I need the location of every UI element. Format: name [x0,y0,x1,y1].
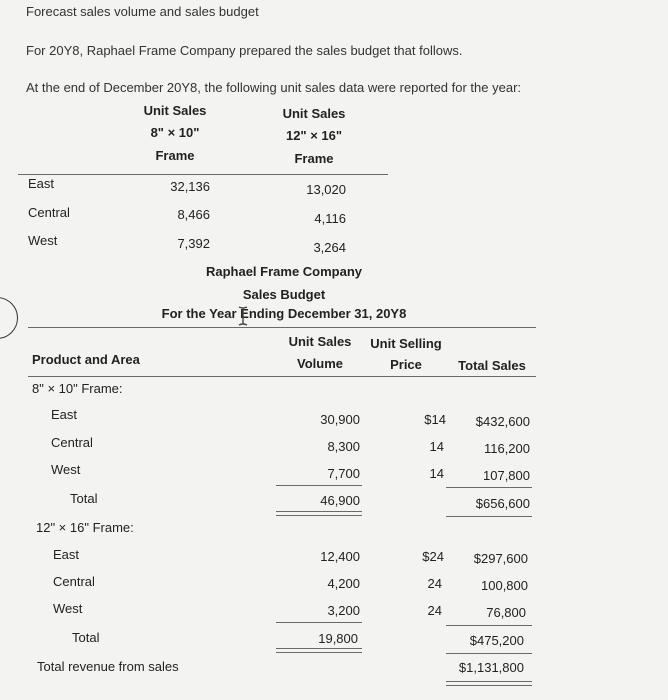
budget-row-total: 107,800 [483,468,530,483]
group1-volume-double-rule [276,511,362,516]
budget-row-area: Central [51,435,93,450]
group1-total-volume: 46,900 [320,493,360,508]
unit-row-large: 3,264 [313,240,346,255]
product-area-header: Product and Area [32,352,140,367]
col1-header-line1: Unit Sales [143,103,207,118]
grand-total-value: $1,131,800 [458,660,524,675]
budget-top-rule [28,327,536,328]
total-sales-header: Total Sales [458,358,526,373]
budget-title: Sales Budget [242,287,326,302]
group2-total-label: Total [72,630,100,645]
unit-row-small: 32,136 [170,179,210,194]
budget-row-price: 14 [429,466,444,481]
grand-total-label: Total revenue from sales [37,659,179,674]
unit-row-region: Central [28,205,70,220]
company-name: Raphael Frame Company [205,264,363,279]
budget-row-volume: 30,900 [320,412,360,427]
budget-row-area: West [51,462,81,477]
group2-volume-subtotal-rule [276,622,362,623]
grand-total-double-rule [446,681,532,686]
budget-row-area: East [51,407,78,422]
col1-header-line3: Frame [155,148,195,163]
budget-row-volume: 4,200 [327,576,360,591]
budget-row-price: $14 [424,412,446,427]
group1-total-label: Total [70,491,98,506]
unit-row-region: East [28,176,55,191]
document-heading: Forecast sales volume and sales budget [26,4,259,19]
budget-row-volume: 12,400 [320,549,360,564]
budget-row-total: $297,600 [473,551,528,566]
budget-row-volume: 8,300 [327,439,360,454]
group1-label: 8" × 10" Frame: [32,381,123,396]
volume-header-line1: Unit Sales [288,334,352,349]
budget-row-area: West [53,601,83,616]
price-header-line2: Price [390,357,422,372]
budget-row-price: 24 [427,576,442,591]
budget-row-area: Central [53,574,95,589]
budget-period: For the Year Ending December 31, 20Y8 [161,306,407,321]
col2-header-line3: Frame [294,151,334,166]
budget-row-total: 76,800 [486,605,526,620]
budget-row-volume: 7,700 [327,466,360,481]
group2-sales-rule [446,653,532,654]
col2-header-line2: 12" × 16" [285,128,343,143]
group2-label: 12" × 16" Frame: [36,520,134,535]
group2-volume-double-rule [276,648,362,653]
col2-header-line1: Unit Sales [282,106,346,121]
unit-row-small: 7,392 [177,236,210,251]
unit-table-header-rule [18,174,388,175]
intro-text: For 20Y8, Raphael Frame Company prepared the sales budget that follows. [26,43,463,58]
volume-header-line2: Volume [297,356,343,371]
budget-row-total: $432,600 [475,414,530,429]
group1-total-sales: $656,600 [475,496,530,511]
budget-row-area: East [53,547,80,562]
budget-row-volume: 3,200 [327,603,360,618]
budget-row-price: 14 [429,439,444,454]
group2-total-volume: 19,800 [318,631,358,646]
page-edge-arc [0,297,18,339]
budget-header-rule [28,376,536,377]
unit-row-large: 13,020 [306,182,346,197]
unit-row-small: 8,466 [177,207,210,222]
price-header-line1: Unit Selling [370,336,442,351]
budget-row-total: 100,800 [481,578,528,593]
unit-row-region: West [28,233,58,248]
budget-row-price: 24 [427,603,442,618]
group2-total-sales: $475,200 [469,633,524,648]
group1-volume-subtotal-rule [276,485,362,486]
group1-sales-subtotal-rule [446,487,532,488]
group2-sales-subtotal-rule [446,625,532,626]
budget-row-total: 116,200 [483,441,530,456]
unit-row-large: 4,116 [314,211,346,226]
budget-row-price: $24 [422,549,444,564]
group1-sales-rule [446,516,532,517]
text-cursor-icon [236,306,250,326]
col1-header-line2: 8" × 10" [150,125,200,140]
prompt-text: At the end of December 20Y8, the following unit sales data were reported for the year: [26,80,522,95]
